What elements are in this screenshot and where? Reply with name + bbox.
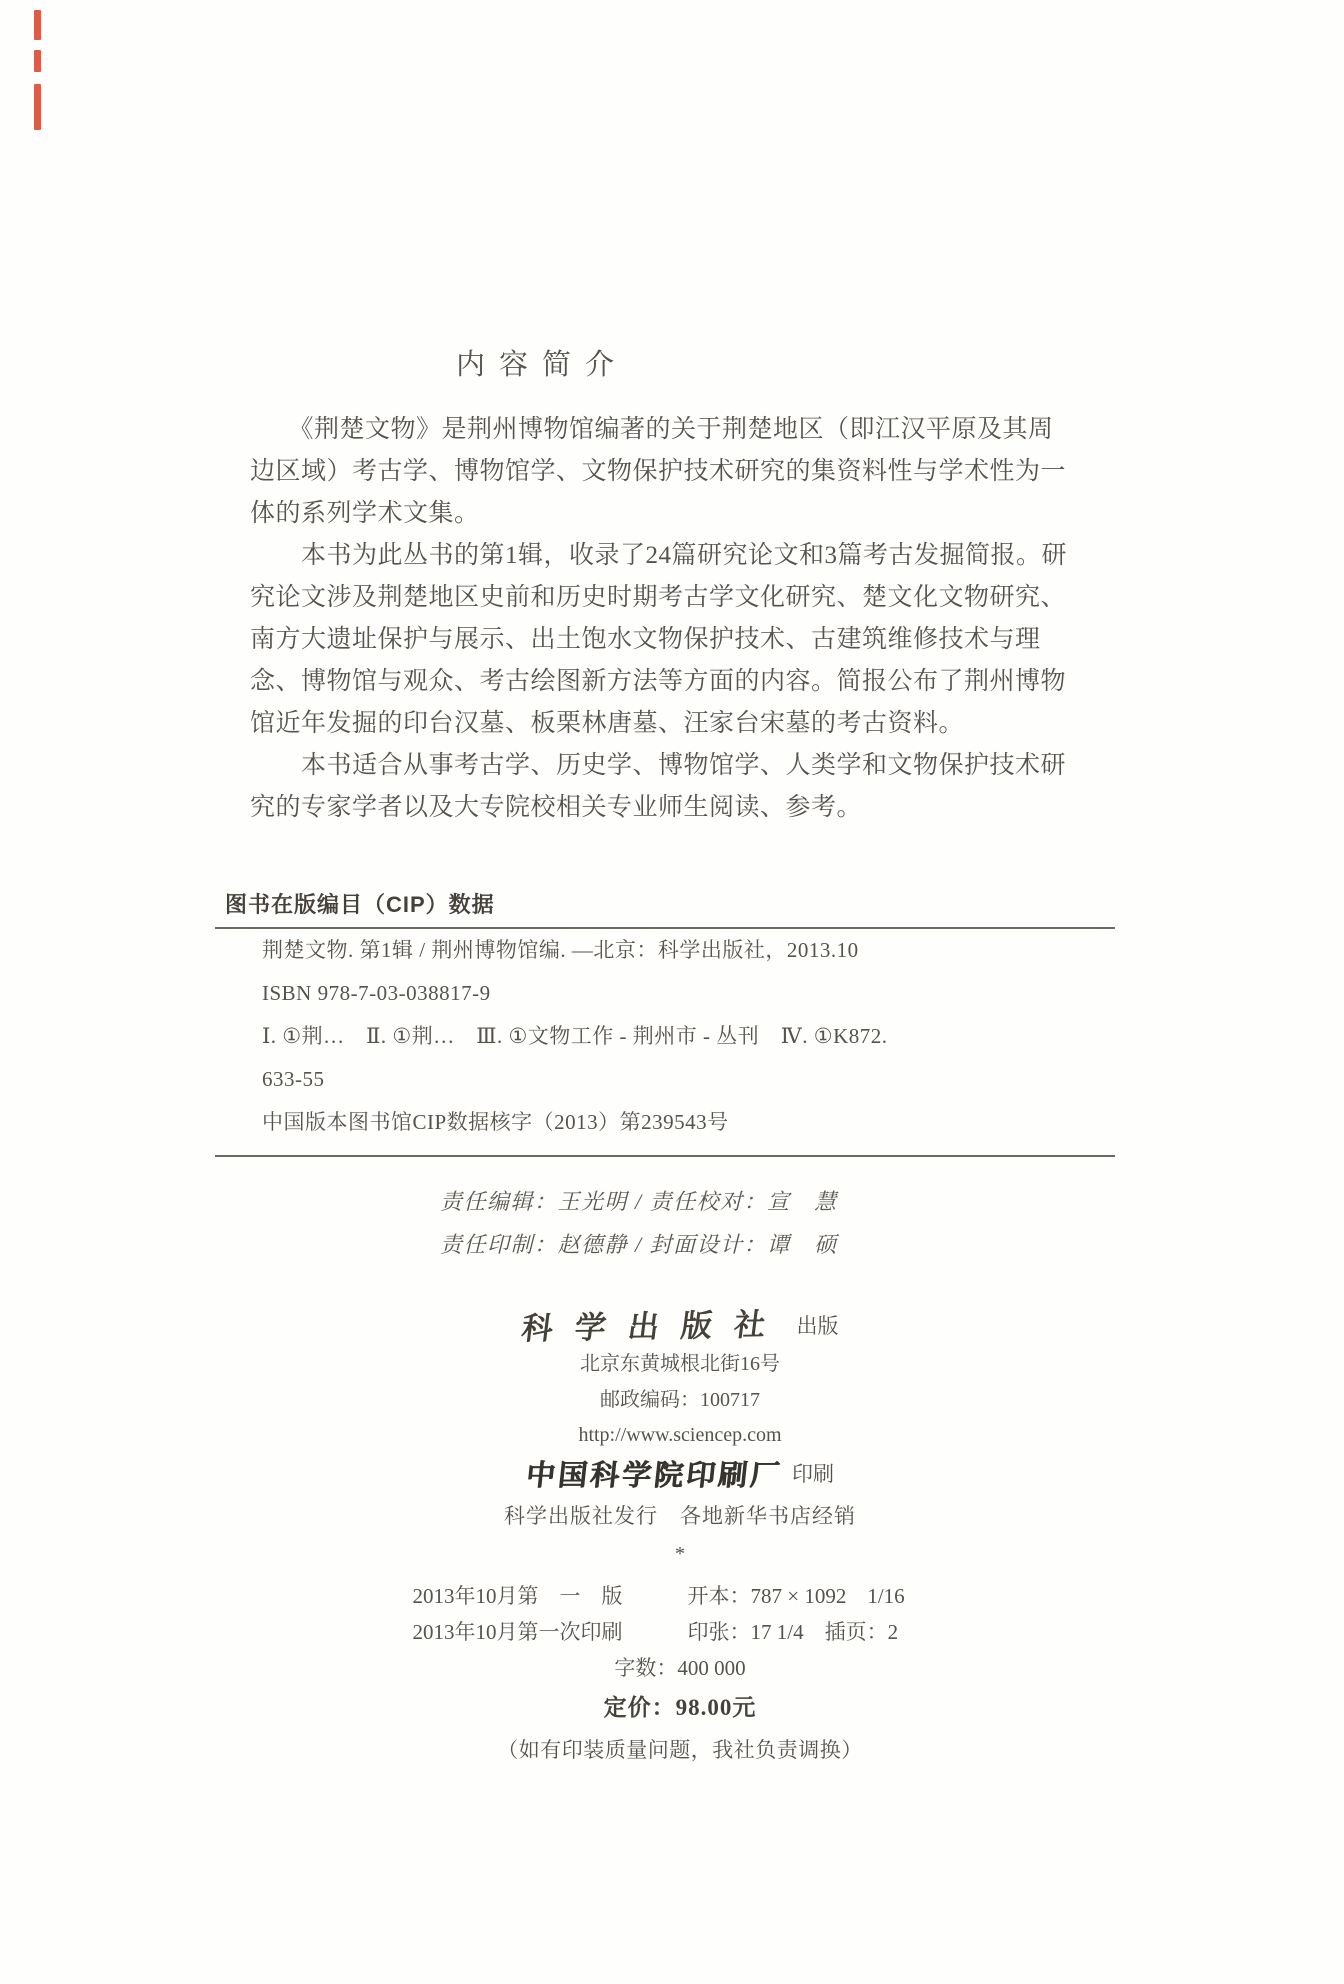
cip-line: 633-55 [262,1067,325,1091]
intro-line: 究论文涉及荆楚地区史前和历史时期考古学文化研究、楚文化文物研究、 [250,584,1067,611]
intro-line: 本书适合从事考古学、历史学、博物馆学、人类学和文物保护技术研 [250,752,1067,779]
printer-logo-script: 中国科学院印刷厂 [524,1460,784,1492]
separator-asterisk: * [675,1543,685,1565]
scan-artifact-mark [34,84,41,130]
sheets-spec: 印张：17 1/4 插页：2 [687,1620,899,1644]
staff-credit-line: 责任编辑：王光明 / 责任校对：宣 慧 [440,1189,838,1214]
edition-date: 2013年10月第 一 版 [412,1584,623,1608]
intro-line: 体的系列学术文集。 [250,500,480,527]
price: 定价：98.00元 [603,1695,757,1720]
scan-artifact-mark [34,10,41,40]
intro-line: 边区域）考古学、博物馆学、文物保护技术研究的集资料性与学术性为一 [250,458,1067,485]
cip-line: ISBN 978-7-03-038817-9 [262,981,491,1005]
publisher-postcode: 邮政编码：100717 [600,1389,760,1411]
publisher-website: http://www.sciencep.com [578,1424,782,1446]
format-spec: 开本：787 × 1092 1/16 [687,1584,905,1608]
cip-heading: 图书在版编目（CIP）数据 [225,892,495,917]
cip-line: 荆楚文物. 第1辑 / 荆州博物馆编. —北京：科学出版社，2013.10 [262,938,859,962]
publisher-address: 北京东黄城根北街16号 [580,1353,780,1375]
intro-line: 念、博物馆与观众、考古绘图新方法等方面的内容。简报公布了荆州博物 [250,668,1067,695]
quality-note: （如有印装质量问题，我社负责调换） [497,1738,863,1762]
word-count: 字数：400 000 [614,1656,746,1680]
intro-paragraphs [250,409,1110,829]
publisher-logo-script: 科学出版社 [519,1306,790,1347]
printing-row [250,1614,1110,1650]
edition-row [250,1578,1110,1614]
printing-date: 2013年10月第一次印刷 [412,1620,623,1644]
publisher-name-line [250,1306,1110,1346]
publisher-role-label: 出版 [796,1314,839,1338]
intro-line: 本书为此丛书的第1辑，收录了24篇研究论文和3篇考古发掘简报。研 [250,542,1068,569]
intro-line: 究的专家学者以及大专院校相关专业师生阅读、参考。 [250,794,863,821]
publisher-block [250,1306,1110,1572]
cip-line: Ⅰ. ①荆… Ⅱ. ①荆… Ⅲ. ①文物工作 - 荆州市 - 丛刊 Ⅳ. ①K872. [262,1024,888,1048]
cip-record [262,929,1122,1144]
intro-line: 《荆楚文物》是荆州博物馆编著的关于荆楚地区（即江汉平原及其周 [250,416,1054,443]
printer-name-line [250,1452,1110,1496]
scan-artifact-mark [34,50,41,72]
page-title: 内容简介 [455,349,628,381]
intro-line: 馆近年发掘的印台汉墓、板栗林唐墓、汪家台宋墓的考古资料。 [250,710,965,737]
staff-credit-line: 责任印制：赵德静 / 封面设计：谭 硕 [440,1232,838,1257]
staff-credits [440,1180,838,1266]
cip-line: 中国版本图书馆CIP数据核字（2013）第239543号 [262,1110,729,1134]
colophon-block [250,1578,1110,1770]
intro-line: 南方大遗址保护与展示、出土饱水文物保护技术、古建筑维修技术与理 [250,626,1041,653]
printer-role-label: 印刷 [792,1462,834,1486]
distribution-line: 科学出版社发行 各地新华书店经销 [504,1504,856,1528]
divider-bottom [215,1155,1115,1157]
